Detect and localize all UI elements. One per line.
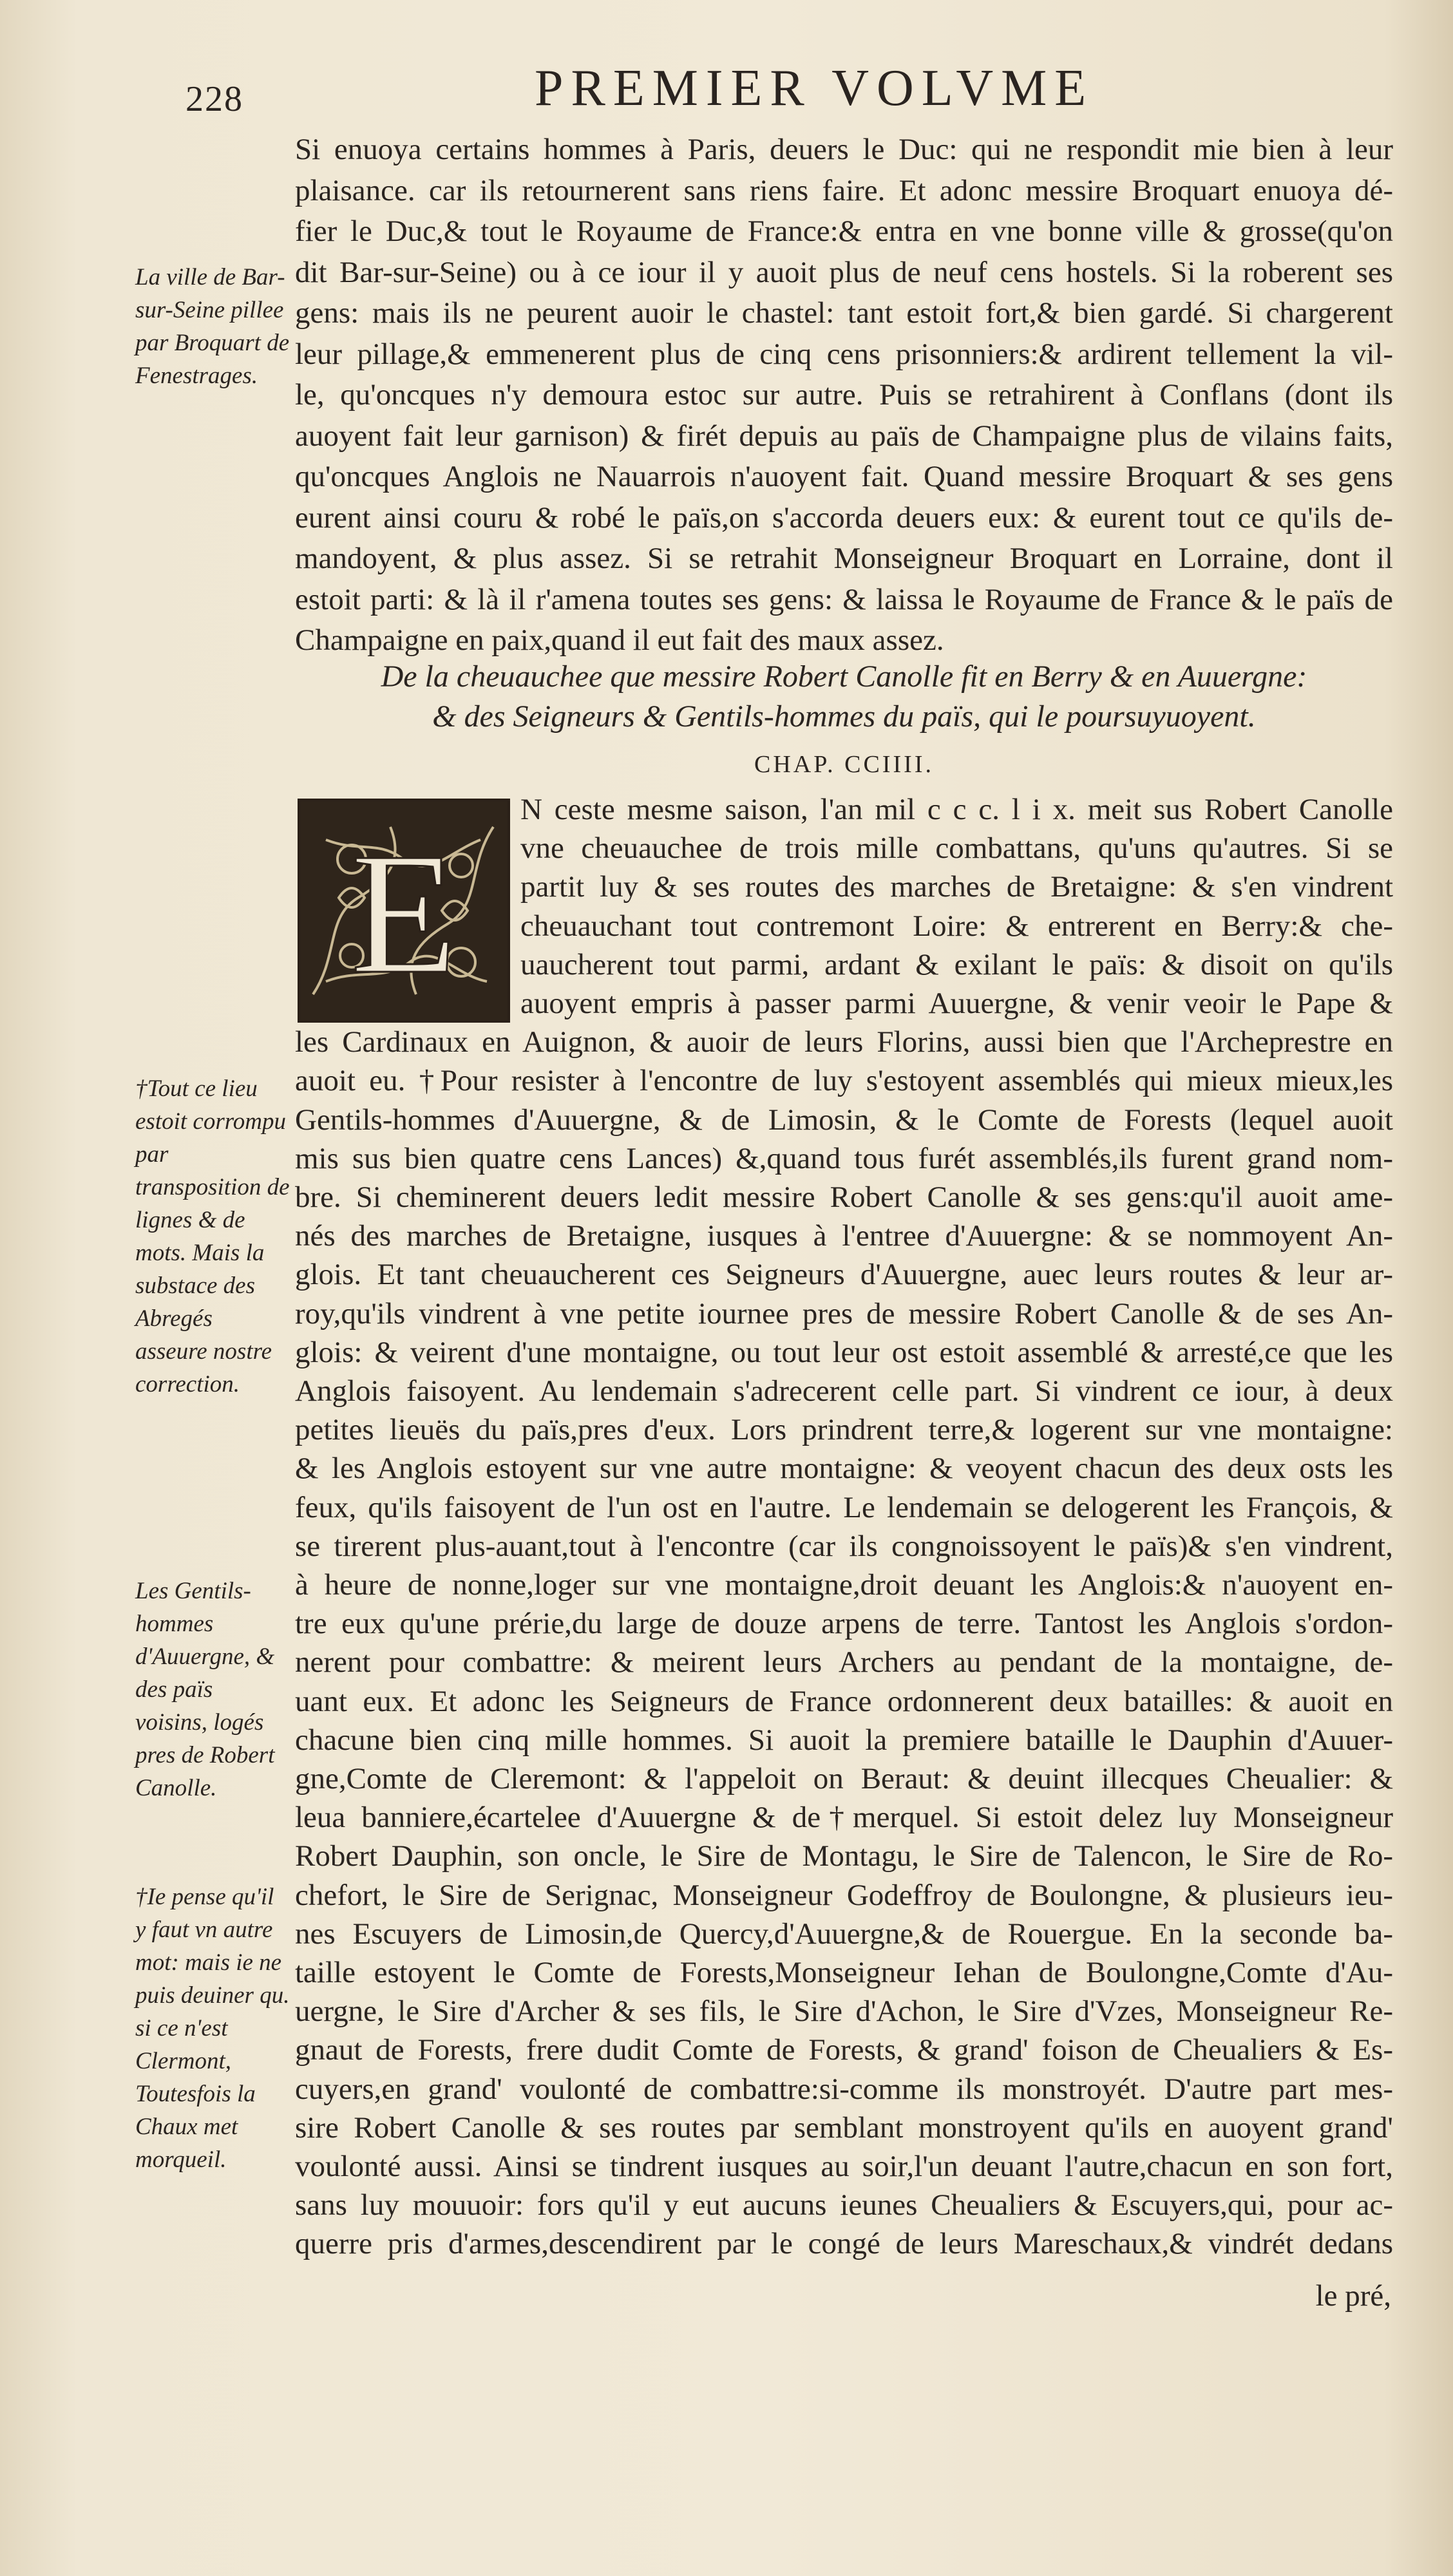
- text-line: gens: mais ils ne peurent auoir le chastel: tant estoit fort,& bien gardé. Si chargerent: [295, 296, 1393, 330]
- text-line: auoyent empris à passer parmi Auuergne, & venir veoir le Pape &: [520, 987, 1393, 1020]
- text-line: feux, qu'ils faisoyent de l'un ost en l'autre. Le lendemain se delogerent les François, &: [295, 1490, 1393, 1524]
- text-line: vne cheuauchee de trois mille combattans, qu'uns qu'autres. Si se: [520, 831, 1393, 866]
- text-line: querre pris d'armes,descendirent par le congé de leurs Mareschaux,& vindrét dedans: [295, 2227, 1393, 2261]
- text-line: mandoyent, & plus assez. Si se retrahit Monseigneur Broquart en Lorraine, dont il: [295, 542, 1393, 575]
- text-line: les Cardinaux en Auignon, & auoir de leurs Florins, aussi bien que l'Archeprestre en: [295, 1025, 1393, 1059]
- drop-cap-letter: E: [350, 817, 457, 1010]
- text-line: eurent ainsi couru & robé le païs,on s'accorda deuers eux: & eurent tout ce qu'ils de-: [295, 500, 1393, 535]
- chapter-heading-line: De la cheuauchee que messire Robert Canolle fit en Berry & en Auuergne:: [381, 659, 1307, 694]
- text-line: voulonté aussi. Ainsi se tindrent iusques au soir,l'un deuant l'autre,chacun en son fort,: [295, 2150, 1393, 2183]
- text-line: roy,qu'ils vindrent à vne petite iournee pres de messire Robert Canolle & de ses An-: [295, 1296, 1393, 1331]
- margin-note-correction: †Tout ce lieu estoit corrompu par transposition de lignes & de mots. Mais la substace des Abregés asseure nostre correction.: [135, 1075, 290, 1397]
- text-line: nes Escuyers de Limosin,de Quercy,d'Auuergne,& de Rouergue. En la seconde ba-: [295, 1917, 1393, 1951]
- text-line: nerent pour combattre: & meirent leurs Archers au pendant de la montaigne, de-: [295, 1645, 1393, 1680]
- chapter-number: CHAP. CCIIII.: [754, 751, 934, 778]
- drop-cap-ornament: [298, 799, 510, 1023]
- text-line: Robert Dauphin, son oncle, le Sire de Montagu, le Sire de Talencon, le Sire de Ro-: [295, 1839, 1393, 1873]
- text-line: tre eux qu'une prérie,du large de douze arpens de terre. Tantost les Anglois s'ordon-: [295, 1607, 1393, 1641]
- text-line: & les Anglois estoyent sur vne autre montaigne: & veoyent chacun des deux osts les: [295, 1452, 1393, 1486]
- text-line: uergne, le Sire d'Archer & ses fils, le Sire d'Achon, le Sire d'Vzes, Monseigneur Re-: [295, 1994, 1393, 2029]
- margin-note-bar-sur-seine: La ville de Bar-sur-Seine pillee par Broquart de Fenestrages.: [135, 264, 290, 389]
- text-line: sire Robert Canolle & ses routes par semblant monstroyent qu'ils en auoyent grand': [295, 2110, 1393, 2145]
- text-line: à heure de nonne,loger sur vne montaigne,droit deuant les Anglois:& n'auoyent en-: [295, 1568, 1393, 1602]
- chapter-heading: [295, 657, 1393, 737]
- text-line: taille estoyent le Comte de Forests,Monseigneur Iehan de Boulongne,Comte d'Au-: [295, 1956, 1393, 1989]
- text-line: petites lieuës du païs,pres d'eux. Lors prindrent terre,& logerent sur vne montaigne:: [295, 1413, 1393, 1447]
- text-line: Anglois faisoyent. Au lendemain s'adrecerent celle part. Si vindrent ce iour, à deux: [295, 1374, 1393, 1408]
- text-line: sans luy mouuoir: fors qu'il y eut aucuns ieunes Cheualiers & Escuyers,qui, pour ac-: [295, 2188, 1393, 2222]
- text-line: N ceste mesme saison, l'an mil c c c. l i x. meit sus Robert Canolle: [520, 793, 1393, 826]
- text-line: glois. Et tant cheuaucherent ces Seigneurs d'Auuergne, auec leurs routes & leur ar-: [295, 1258, 1393, 1292]
- text-line: mis sus bien quatre cens Lances) &,quand tous furét assemblés,ils furent grand nom-: [295, 1141, 1393, 1175]
- text-line: fier le Duc,& tout le Royaume de France:& entra en vne bonne ville & grosse(qu'on: [295, 214, 1393, 248]
- text-line: cuyers,en grand' voulonté de combattre:si-comme ils monstroyét. D'autre part mes-: [295, 2072, 1393, 2106]
- text-line: partit luy & ses routes des marches de Bretaigne: & s'en vindrent: [520, 870, 1393, 904]
- text-line: uant eux. Et adonc les Seigneurs de France ordonnerent deux batailles: & auoit en: [295, 1684, 1393, 1718]
- page-number: 228: [185, 79, 243, 119]
- text-line: chefort, le Sire de Serignac, Monseigneur Godeffroy de Boulongne, & plusieurs ieu-: [295, 1878, 1393, 1912]
- text-line: Champaigne en paix,quand il eut fait des maux assez.: [295, 623, 944, 657]
- running-head: [0, 59, 1453, 117]
- text-line: se tirerent plus-auant,tout à l'encontre (car ils congnoissoyent le païs)& s'en vindrent,: [295, 1529, 1393, 1563]
- text-line: leur pillage,& emmenerent plus de cinq cens prisonniers:& ardirent tellement la vil-: [295, 337, 1393, 371]
- text-line: nés des marches de Bretaigne, iusques à l'entree d'Auuergne: & se nommoyent An-: [295, 1219, 1393, 1253]
- text-line: qu'oncques Anglois ne Nauarrois n'auoyent fait. Quand messire Broquart & ses gens: [295, 460, 1393, 493]
- text-line: le, qu'oncques n'y demoura estoc sur autre. Puis se retrahirent à Conflans (dont ils: [295, 378, 1393, 412]
- text-line: glois: & veirent d'une montaigne, ou tout leur ost estoit assemblé & arresté,ce que les: [295, 1335, 1393, 1369]
- text-line: cheuauchant tout contremont Loire: & entrerent en Berry:& che-: [520, 909, 1393, 943]
- text-line: uaucherent tout parmi, ardant & exilant le païs: & disoit on qu'ils: [520, 947, 1393, 981]
- text-line: Gentils-hommes d'Auuergne, & de Limosin, & le Comte de Forests (lequel auoit: [295, 1103, 1393, 1137]
- text-line: chacune bien cinq mille hommes. Si auoit la premiere bataille le Dauphin d'Auuer-: [295, 1723, 1393, 1757]
- text-line: estoit parti: & là il r'amena toutes ses gens: & laissa le Royaume de France & le païs de: [295, 582, 1393, 616]
- text-line: auoyent fait leur garnison) & firét depuis au païs de Champaigne plus de vilains faits,: [295, 419, 1393, 453]
- margin-note-gentilshommes: Les Gentils-hommes d'Auuergne, & des païs voisins, logés pres de Robert Canolle.: [135, 1578, 275, 1801]
- floral-ornament-icon: [300, 801, 508, 1020]
- catchword: le pré,: [1315, 2279, 1391, 2313]
- text-line: plaisance. car ils retournerent sans riens faire. Et adonc messire Broquart enuoya dé-: [295, 173, 1393, 207]
- text-line: leua banniere,écartelee d'Auuergne & de†merquel. Si estoit delez luy Monseigneur: [295, 1801, 1393, 1835]
- text-line: Si enuoya certains hommes à Paris, deuers le Duc: qui ne respondit mie bien à leur: [295, 133, 1393, 166]
- text-line: dit Bar-sur-Seine) ou à ce iour il y auoit plus de neuf cens hostels. Si la roberent ses: [295, 255, 1393, 289]
- text-line: auoit eu. †Pour resister à l'encontre de luy s'estoyent assemblés qui mieux mieux,les: [295, 1064, 1393, 1098]
- running-title: PREMIER VOLVME: [535, 60, 1094, 117]
- text-line: bre. Si cheminerent deuers ledit messire Robert Canolle & ses gens:qu'il auoit ame-: [295, 1180, 1393, 1214]
- text-line: gnaut de Forests, frere dudit Comte de Forests, & grand' foison de Cheualiers & Es-: [295, 2033, 1393, 2067]
- margin-note-conjecture: †Ie pense qu'il y faut vn autre mot: mais ie ne puis deuiner qu. si ce n'est Clermont, Toutesfois la Chaux met morqueil.: [135, 1884, 290, 2173]
- chapter-heading-line: & des Seigneurs & Gentils-hommes du païs, qui le poursuyuoyent.: [432, 699, 1256, 734]
- text-line: gne,Comte de Cleremont: & l'appeloit on Beraut: & deuint illecques Cheualier: &: [295, 1762, 1393, 1795]
